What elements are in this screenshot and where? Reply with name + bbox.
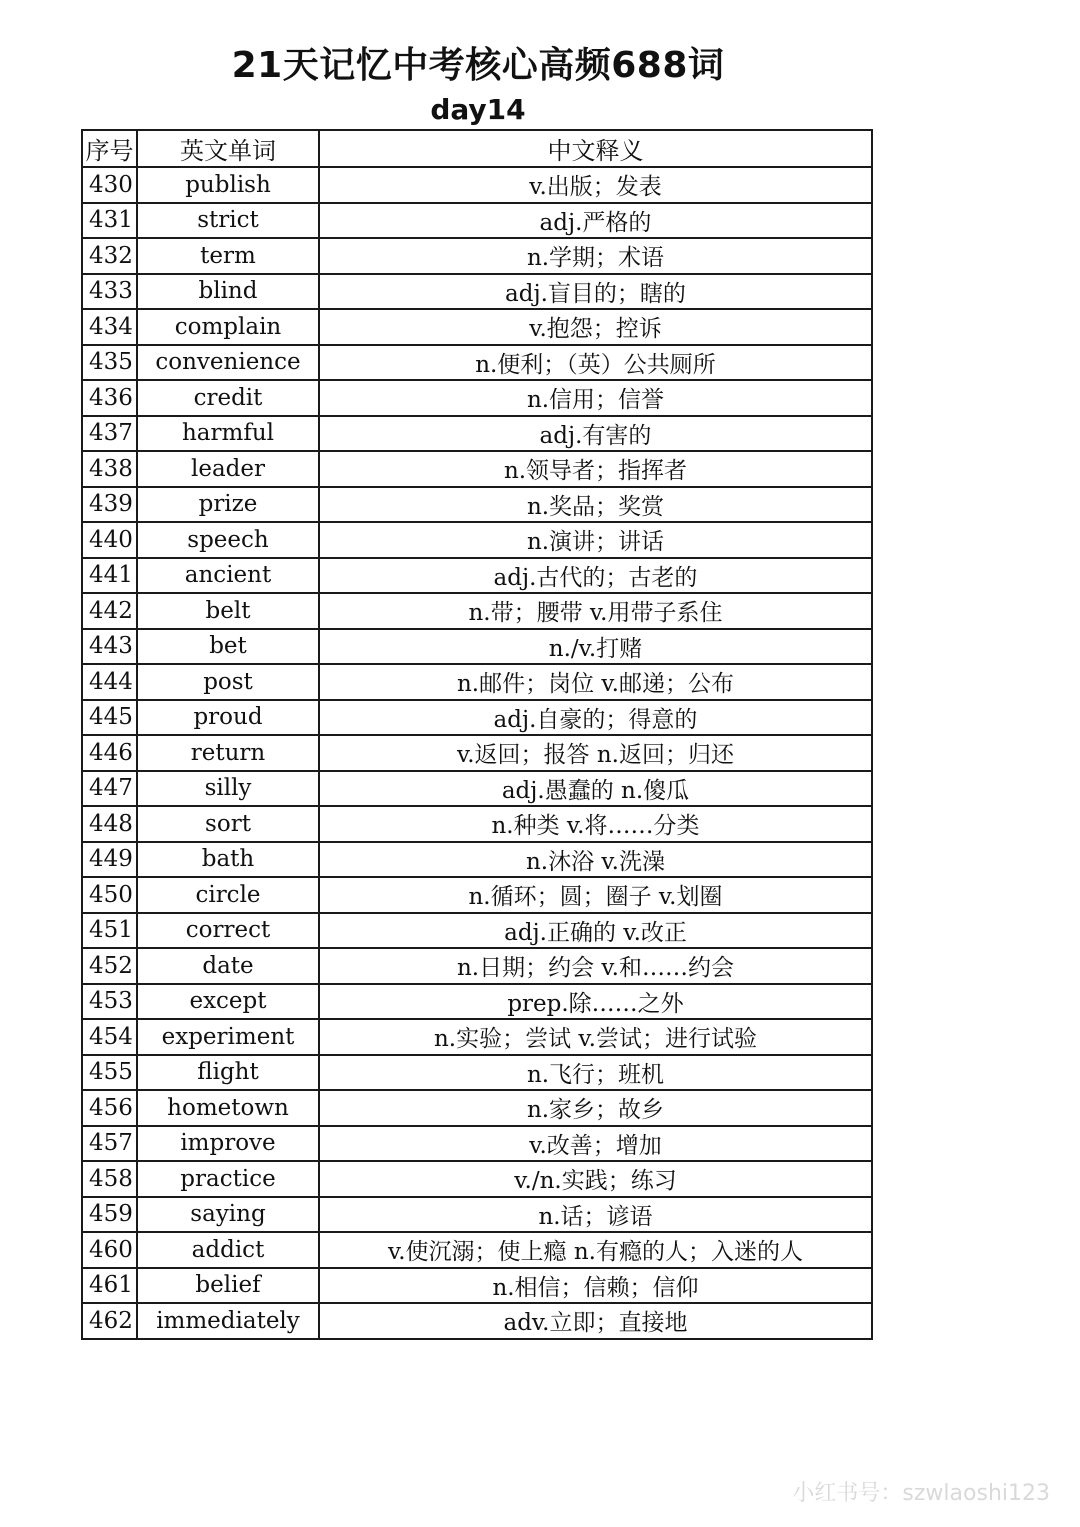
table-row xyxy=(82,309,872,345)
row-word: flight xyxy=(137,1055,319,1091)
row-meaning: adj.严格的 xyxy=(319,203,872,239)
row-word: belt xyxy=(137,593,319,629)
row-meaning: n.飞行；班机 xyxy=(319,1055,872,1091)
row-word: improve xyxy=(137,1126,319,1162)
row-meaning: n.相信；信赖；信仰 xyxy=(319,1268,872,1304)
row-word: practice xyxy=(137,1161,319,1197)
vocabulary-table xyxy=(81,129,873,1340)
table-row xyxy=(82,522,872,558)
table-header-row xyxy=(82,130,872,167)
row-meaning: n.学期；术语 xyxy=(319,238,872,274)
table-row xyxy=(82,771,872,807)
table-row xyxy=(82,1232,872,1268)
table-row xyxy=(82,984,872,1020)
row-number: 443 xyxy=(82,629,137,665)
row-meaning: n.家乡；故乡 xyxy=(319,1090,872,1126)
row-word: blind xyxy=(137,274,319,310)
row-word: except xyxy=(137,984,319,1020)
table-row xyxy=(82,1268,872,1304)
row-number: 440 xyxy=(82,522,137,558)
row-number: 456 xyxy=(82,1090,137,1126)
table-row xyxy=(82,1126,872,1162)
row-number: 461 xyxy=(82,1268,137,1304)
row-word: harmful xyxy=(137,416,319,452)
table-row xyxy=(82,451,872,487)
row-word: silly xyxy=(137,771,319,807)
row-meaning: v.出版；发表 xyxy=(319,167,872,203)
header-meaning: 中文释义 xyxy=(319,130,872,167)
table-row xyxy=(82,558,872,594)
row-word: prize xyxy=(137,487,319,523)
row-number: 448 xyxy=(82,806,137,842)
table-row xyxy=(82,948,872,984)
page-subtitle: day14 xyxy=(430,93,526,126)
row-number: 433 xyxy=(82,274,137,310)
row-meaning: n.带；腰带 v.用带子系住 xyxy=(319,593,872,629)
row-number: 438 xyxy=(82,451,137,487)
row-meaning: n.话；谚语 xyxy=(319,1197,872,1233)
row-meaning: adj.古代的；古老的 xyxy=(319,558,872,594)
table-row xyxy=(82,167,872,203)
row-meaning: v.返回；报答 n.返回；归还 xyxy=(319,735,872,771)
row-number: 459 xyxy=(82,1197,137,1233)
row-number: 449 xyxy=(82,842,137,878)
row-meaning: n.实验；尝试 v.尝试；进行试验 xyxy=(319,1019,872,1055)
table-row xyxy=(82,629,872,665)
row-meaning: n.便利；（英）公共厕所 xyxy=(319,345,872,381)
table-row xyxy=(82,1019,872,1055)
row-word: post xyxy=(137,664,319,700)
header-word: 英文单词 xyxy=(137,130,319,167)
row-number: 450 xyxy=(82,877,137,913)
row-meaning: n.领导者；指挥者 xyxy=(319,451,872,487)
row-meaning: adj.盲目的；瞎的 xyxy=(319,274,872,310)
table-row xyxy=(82,1197,872,1233)
row-word: credit xyxy=(137,380,319,416)
row-word: speech xyxy=(137,522,319,558)
row-word: publish xyxy=(137,167,319,203)
row-word: proud xyxy=(137,700,319,736)
row-number: 458 xyxy=(82,1161,137,1197)
row-meaning: adj.愚蠢的 n.傻瓜 xyxy=(319,771,872,807)
row-word: leader xyxy=(137,451,319,487)
table-row xyxy=(82,380,872,416)
table-row xyxy=(82,238,872,274)
row-word: immediately xyxy=(137,1303,319,1339)
row-meaning: n.日期；约会 v.和……约会 xyxy=(319,948,872,984)
row-number: 444 xyxy=(82,664,137,700)
row-meaning: v.改善；增加 xyxy=(319,1126,872,1162)
row-number: 431 xyxy=(82,203,137,239)
row-meaning: v.抱怨；控诉 xyxy=(319,309,872,345)
row-number: 452 xyxy=(82,948,137,984)
header-num: 序号 xyxy=(82,130,137,167)
row-number: 453 xyxy=(82,984,137,1020)
table-row xyxy=(82,274,872,310)
row-number: 439 xyxy=(82,487,137,523)
row-meaning: n.奖品；奖赏 xyxy=(319,487,872,523)
row-word: date xyxy=(137,948,319,984)
row-meaning: adj.自豪的；得意的 xyxy=(319,700,872,736)
row-number: 434 xyxy=(82,309,137,345)
row-number: 457 xyxy=(82,1126,137,1162)
row-number: 451 xyxy=(82,913,137,949)
row-meaning: adj.有害的 xyxy=(319,416,872,452)
row-word: term xyxy=(137,238,319,274)
row-number: 430 xyxy=(82,167,137,203)
table-row xyxy=(82,913,872,949)
row-word: addict xyxy=(137,1232,319,1268)
table-row xyxy=(82,700,872,736)
row-word: sort xyxy=(137,806,319,842)
row-number: 454 xyxy=(82,1019,137,1055)
row-word: correct xyxy=(137,913,319,949)
row-word: bath xyxy=(137,842,319,878)
row-number: 447 xyxy=(82,771,137,807)
row-meaning: n.种类 v.将……分类 xyxy=(319,806,872,842)
row-meaning: n.沐浴 v.洗澡 xyxy=(319,842,872,878)
table-row xyxy=(82,1303,872,1339)
table-row xyxy=(82,735,872,771)
table-row xyxy=(82,593,872,629)
table-row xyxy=(82,842,872,878)
row-word: strict xyxy=(137,203,319,239)
watermark: 小红书号：szwlaoshi123 xyxy=(792,1481,1050,1506)
row-number: 446 xyxy=(82,735,137,771)
row-word: complain xyxy=(137,309,319,345)
table-row xyxy=(82,806,872,842)
row-meaning: n.演讲；讲话 xyxy=(319,522,872,558)
row-word: ancient xyxy=(137,558,319,594)
table-row xyxy=(82,345,872,381)
row-word: belief xyxy=(137,1268,319,1304)
table-row xyxy=(82,1090,872,1126)
row-number: 442 xyxy=(82,593,137,629)
row-meaning: adv.立即；直接地 xyxy=(319,1303,872,1339)
table-row xyxy=(82,487,872,523)
row-word: bet xyxy=(137,629,319,665)
row-meaning: n.邮件；岗位 v.邮递；公布 xyxy=(319,664,872,700)
row-number: 432 xyxy=(82,238,137,274)
row-number: 445 xyxy=(82,700,137,736)
table-row xyxy=(82,203,872,239)
row-number: 455 xyxy=(82,1055,137,1091)
row-word: convenience xyxy=(137,345,319,381)
row-number: 460 xyxy=(82,1232,137,1268)
page-title: 21天记忆中考核心高频688词 xyxy=(231,45,725,86)
table-row xyxy=(82,1161,872,1197)
table-row xyxy=(82,877,872,913)
row-word: circle xyxy=(137,877,319,913)
row-number: 435 xyxy=(82,345,137,381)
row-meaning: n.信用；信誉 xyxy=(319,380,872,416)
row-word: saying xyxy=(137,1197,319,1233)
row-number: 462 xyxy=(82,1303,137,1339)
row-word: return xyxy=(137,735,319,771)
table-row xyxy=(82,664,872,700)
table-row xyxy=(82,416,872,452)
row-meaning: n.循环；圆；圈子 v.划圈 xyxy=(319,877,872,913)
row-word: hometown xyxy=(137,1090,319,1126)
row-meaning: v.使沉溺；使上瘾 n.有瘾的人；入迷的人 xyxy=(319,1232,872,1268)
row-number: 436 xyxy=(82,380,137,416)
row-meaning: adj.正确的 v.改正 xyxy=(319,913,872,949)
table-row xyxy=(82,1055,872,1091)
row-number: 441 xyxy=(82,558,137,594)
row-number: 437 xyxy=(82,416,137,452)
row-meaning: n./v.打赌 xyxy=(319,629,872,665)
row-meaning: v./n.实践；练习 xyxy=(319,1161,872,1197)
row-meaning: prep.除……之外 xyxy=(319,984,872,1020)
row-word: experiment xyxy=(137,1019,319,1055)
